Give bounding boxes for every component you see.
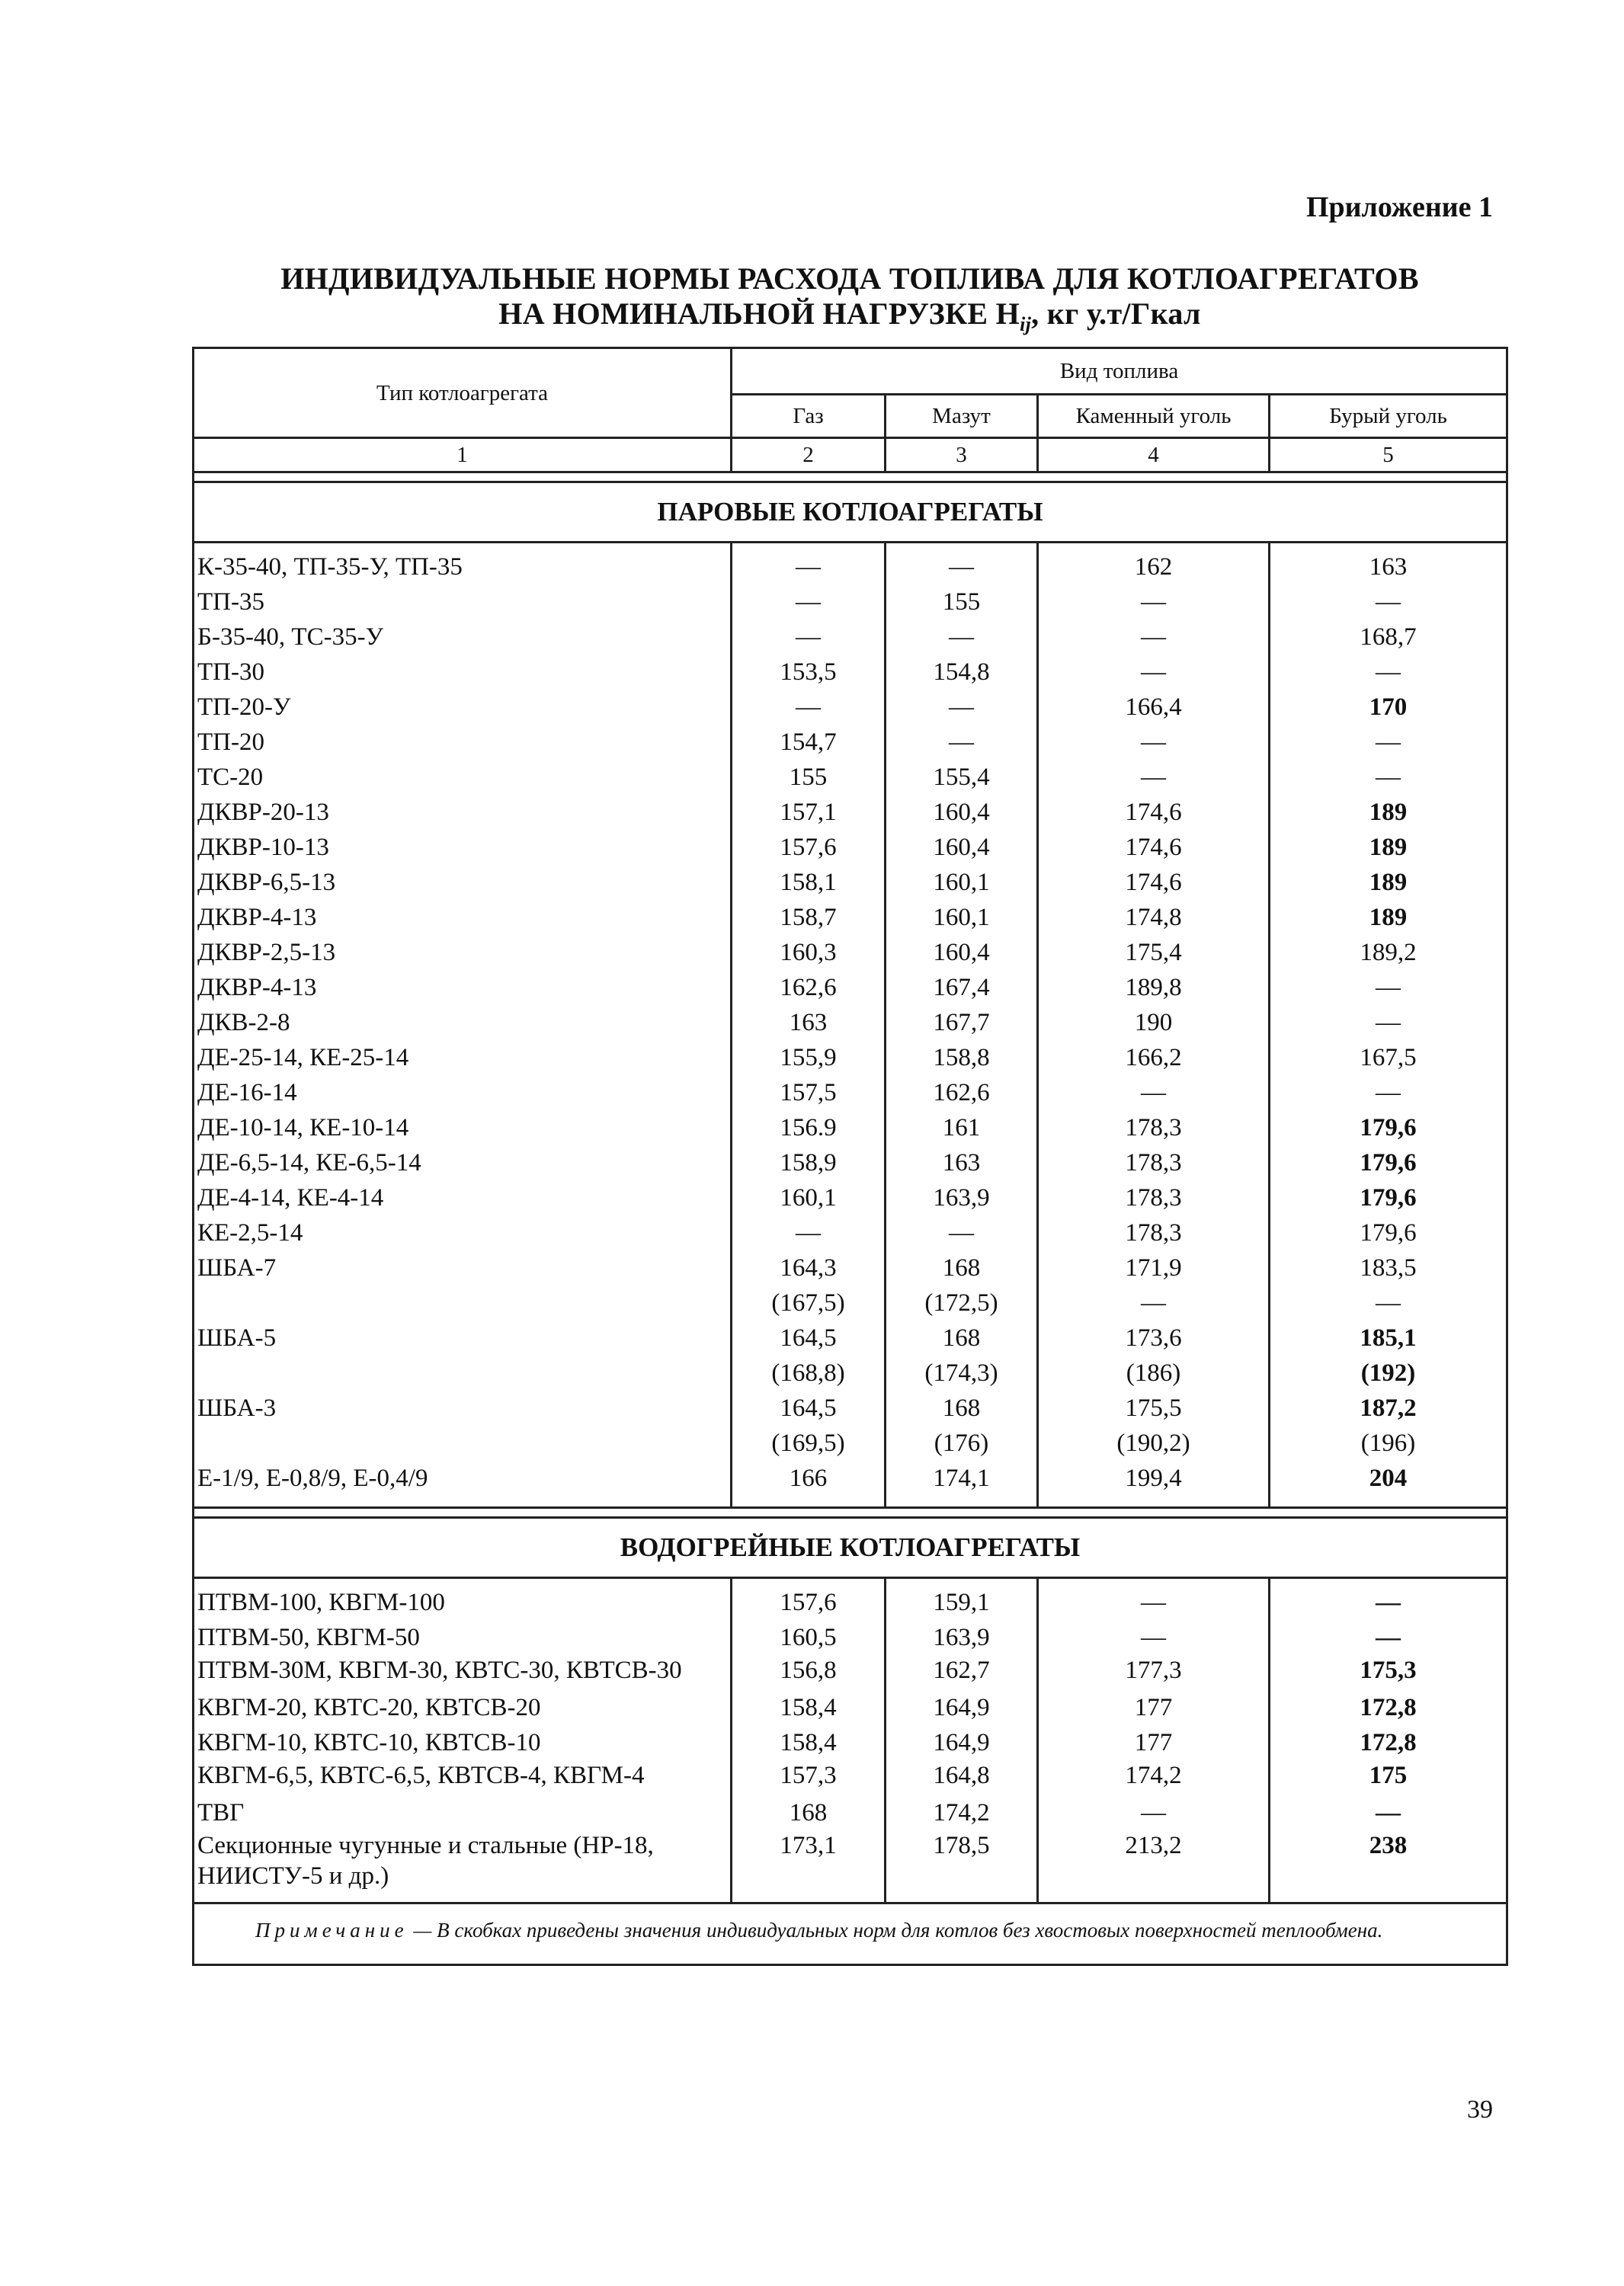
- boiler-type-cell: ДЕ-25-14, КЕ-25-14: [194, 1040, 732, 1075]
- norm-value-cell: 167,7: [886, 1005, 1038, 1040]
- norm-value-cell: 189,8: [1038, 970, 1270, 1005]
- header-gas: Газ: [732, 395, 886, 438]
- norm-value-cell: 164,9: [886, 1690, 1038, 1725]
- boiler-type-cell: КЕ-2,5-14: [194, 1215, 732, 1250]
- norm-value-cell: 160,4: [886, 830, 1038, 865]
- norm-value-cell: —: [732, 584, 886, 620]
- norm-value-cell: 189: [1270, 865, 1507, 900]
- boiler-type-cell: [194, 1285, 732, 1321]
- norm-value-cell: 187,2: [1270, 1391, 1507, 1426]
- col-number: 5: [1270, 438, 1507, 472]
- table-row: [194, 760, 1507, 795]
- norm-value-cell: 168: [732, 1795, 886, 1830]
- norm-value-cell: —: [1270, 1620, 1507, 1655]
- norm-value-cell: —: [1038, 1578, 1270, 1621]
- norm-value-cell: (169,5): [732, 1426, 886, 1461]
- norm-value-cell: 178,3: [1038, 1145, 1270, 1180]
- table-row: [194, 830, 1507, 865]
- norm-value-cell: —: [1038, 1795, 1270, 1830]
- norm-value-cell: —: [1270, 1285, 1507, 1321]
- norm-value-cell: 174,8: [1038, 900, 1270, 935]
- boiler-type-cell: ТП-20: [194, 725, 732, 760]
- column-numbers-row: [194, 438, 1507, 472]
- table-row: [194, 935, 1507, 970]
- table-row: [194, 1250, 1507, 1285]
- table-row: [194, 543, 1507, 585]
- table-row: [194, 1321, 1507, 1356]
- table-row: [194, 1830, 1507, 1903]
- norm-value-cell: (174,3): [886, 1356, 1038, 1391]
- norm-value-cell: —: [1038, 620, 1270, 655]
- header-fuel-group: Вид топлива: [732, 348, 1507, 395]
- norm-value-cell: (186): [1038, 1356, 1270, 1391]
- norm-value-cell: —: [1270, 725, 1507, 760]
- table-row: [194, 725, 1507, 760]
- title-line-2: НА НОМИНАЛЬНОЙ НАГРУЗКЕ $Н_{ij}$, кг у.т/Гкал: [498, 296, 1201, 335]
- norm-value-cell: 164,5: [732, 1391, 886, 1426]
- boiler-type-cell: ДКВР-20-13: [194, 795, 732, 830]
- norm-value-cell: 160,3: [732, 935, 886, 970]
- norm-value-cell: 173,6: [1038, 1321, 1270, 1356]
- table-row: [194, 1215, 1507, 1250]
- norm-value-cell: 162,7: [886, 1655, 1038, 1690]
- norm-value-cell: —: [1270, 1578, 1507, 1621]
- section-spacer: [194, 1508, 1507, 1518]
- norm-value-cell: 173,1: [732, 1830, 886, 1903]
- header-brown-coal: Бурый уголь: [1270, 395, 1507, 438]
- norm-value-cell: 178,3: [1038, 1180, 1270, 1215]
- boiler-type-cell: ДКВР-4-13: [194, 900, 732, 935]
- header-mazut: Мазут: [886, 395, 1038, 438]
- boiler-type-cell: ДКВР-4-13: [194, 970, 732, 1005]
- norm-value-cell: 174,6: [1038, 865, 1270, 900]
- norm-value-cell: 164,5: [732, 1321, 886, 1356]
- norm-value-cell: 155,9: [732, 1040, 886, 1075]
- norm-value-cell: 183,5: [1270, 1250, 1507, 1285]
- section-title: ПАРОВЫЕ КОТЛОАГРЕГАТЫ: [194, 482, 1507, 543]
- boiler-type-cell: ТП-20-У: [194, 690, 732, 725]
- norm-value-cell: 167,5: [1270, 1040, 1507, 1075]
- table-row: [194, 1145, 1507, 1180]
- norm-value-cell: 160,5: [732, 1620, 886, 1655]
- norm-value-cell: 160,1: [886, 865, 1038, 900]
- norm-value-cell: 164,9: [886, 1725, 1038, 1760]
- norm-value-cell: 156,8: [732, 1655, 886, 1690]
- norm-value-cell: 163,9: [886, 1180, 1038, 1215]
- norm-value-cell: —: [1038, 1285, 1270, 1321]
- norm-value-cell: 238: [1270, 1830, 1507, 1903]
- norm-value-cell: 174,2: [886, 1795, 1038, 1830]
- norm-value-cell: 158,4: [732, 1725, 886, 1760]
- norm-value-cell: —: [1038, 584, 1270, 620]
- norm-value-cell: —: [1270, 1795, 1507, 1830]
- norm-value-cell: 166: [732, 1461, 886, 1508]
- norm-value-cell: 158,8: [886, 1040, 1038, 1075]
- norm-value-cell: 190: [1038, 1005, 1270, 1040]
- norm-value-cell: 179,6: [1270, 1145, 1507, 1180]
- norm-value-cell: —: [1270, 970, 1507, 1005]
- norm-value-cell: 189: [1270, 830, 1507, 865]
- boiler-type-cell: ПТВМ-100, КВГМ-100: [194, 1578, 732, 1621]
- norm-value-cell: 163: [886, 1145, 1038, 1180]
- norm-value-cell: 166,2: [1038, 1040, 1270, 1075]
- boiler-type-cell: ДЕ-6,5-14, КЕ-6,5-14: [194, 1145, 732, 1180]
- norm-value-cell: 177: [1038, 1725, 1270, 1760]
- norm-value-cell: 179,6: [1270, 1180, 1507, 1215]
- table-row: [194, 1180, 1507, 1215]
- norm-value-cell: —: [1038, 1620, 1270, 1655]
- norm-value-cell: 179,6: [1270, 1110, 1507, 1145]
- norm-value-cell: 158,4: [732, 1690, 886, 1725]
- norm-value-cell: 189: [1270, 795, 1507, 830]
- section-title: ВОДОГРЕЙНЫЕ КОТЛОАГРЕГАТЫ: [194, 1518, 1507, 1578]
- norm-value-cell: 163: [1270, 543, 1507, 585]
- norm-value-cell: 175,3: [1270, 1655, 1507, 1690]
- norm-value-cell: 157,3: [732, 1760, 886, 1795]
- norm-value-cell: 162,6: [886, 1075, 1038, 1110]
- table-row: [194, 970, 1507, 1005]
- table-row: [194, 1005, 1507, 1040]
- table-row: [194, 1760, 1507, 1795]
- norm-value-cell: —: [1270, 1005, 1507, 1040]
- table-row: [194, 1426, 1507, 1461]
- boiler-type-cell: ТП-30: [194, 655, 732, 690]
- norm-value-cell: 158,9: [732, 1145, 886, 1180]
- norm-value-cell: 160,1: [886, 900, 1038, 935]
- table-row: [194, 1620, 1507, 1655]
- norm-value-cell: 178,5: [886, 1830, 1038, 1903]
- norm-value-cell: —: [886, 620, 1038, 655]
- norm-value-cell: —: [886, 690, 1038, 725]
- fuel-norms-table: [192, 347, 1508, 1966]
- table-row: [194, 1110, 1507, 1145]
- boiler-type-cell: ШБА-5: [194, 1321, 732, 1356]
- norm-value-cell: 189,2: [1270, 935, 1507, 970]
- table-row: [194, 655, 1507, 690]
- col-number: 4: [1038, 438, 1270, 472]
- norm-value-cell: 160,4: [886, 935, 1038, 970]
- norm-value-cell: 156.9: [732, 1110, 886, 1145]
- boiler-type-cell: ДКВР-6,5-13: [194, 865, 732, 900]
- boiler-type-cell: КВГМ-10, КВТС-10, КВТСВ-10: [194, 1725, 732, 1760]
- boiler-type-cell: ДКВР-10-13: [194, 830, 732, 865]
- norm-value-cell: 155: [886, 584, 1038, 620]
- norm-value-cell: 178,3: [1038, 1215, 1270, 1250]
- boiler-type-cell: ДЕ-4-14, КЕ-4-14: [194, 1180, 732, 1215]
- norm-value-cell: —: [1270, 655, 1507, 690]
- norm-value-cell: 163,9: [886, 1620, 1038, 1655]
- note-text: — В скобках приведены значения индивидуальных норм для котлов без хвостовых поверхностей теплообмена.: [408, 1919, 1383, 1942]
- norm-value-cell: 175,5: [1038, 1391, 1270, 1426]
- header-coal: Каменный уголь: [1038, 395, 1270, 438]
- boiler-type-cell: ШБА-7: [194, 1250, 732, 1285]
- col-number: 1: [194, 438, 732, 472]
- norm-value-cell: (190,2): [1038, 1426, 1270, 1461]
- norm-value-cell: 159,1: [886, 1578, 1038, 1621]
- table-row: [194, 690, 1507, 725]
- boiler-type-cell: ТС-20: [194, 760, 732, 795]
- norm-value-cell: 179,6: [1270, 1215, 1507, 1250]
- norm-value-cell: 170: [1270, 690, 1507, 725]
- norm-value-cell: 164,3: [732, 1250, 886, 1285]
- table-row: [194, 1040, 1507, 1075]
- boiler-type-cell: [194, 1426, 732, 1461]
- boiler-type-cell: Е-1/9, Е-0,8/9, Е-0,4/9: [194, 1461, 732, 1508]
- norm-value-cell: —: [1038, 760, 1270, 795]
- table-row: [194, 584, 1507, 620]
- boiler-type-cell: КВГМ-20, КВТС-20, КВТСВ-20: [194, 1690, 732, 1725]
- norm-value-cell: 155: [732, 760, 886, 795]
- norm-value-cell: 166,4: [1038, 690, 1270, 725]
- table-row: [194, 900, 1507, 935]
- boiler-type-cell: ДКВР-2,5-13: [194, 935, 732, 970]
- norm-value-cell: 168: [886, 1321, 1038, 1356]
- norm-value-cell: 172,8: [1270, 1725, 1507, 1760]
- norm-value-cell: 168: [886, 1250, 1038, 1285]
- norm-value-cell: —: [732, 690, 886, 725]
- norm-value-cell: 158,7: [732, 900, 886, 935]
- col-number: 3: [886, 438, 1038, 472]
- norm-value-cell: (167,5): [732, 1285, 886, 1321]
- norm-value-cell: (196): [1270, 1426, 1507, 1461]
- boiler-type-cell: ДЕ-16-14: [194, 1075, 732, 1110]
- section-spacer: [194, 472, 1507, 482]
- norm-value-cell: 155,4: [886, 760, 1038, 795]
- norm-value-cell: —: [1038, 1075, 1270, 1110]
- norm-value-cell: —: [886, 543, 1038, 585]
- norm-value-cell: 158,1: [732, 865, 886, 900]
- norm-value-cell: 185,1: [1270, 1321, 1507, 1356]
- page-number: 39: [1467, 2096, 1493, 2124]
- norm-value-cell: 153,5: [732, 655, 886, 690]
- norm-value-cell: 157,6: [732, 1578, 886, 1621]
- table-row: [194, 1285, 1507, 1321]
- table-row: [194, 865, 1507, 900]
- table-row: [194, 1356, 1507, 1391]
- norm-value-cell: 189: [1270, 900, 1507, 935]
- table-row: [194, 1725, 1507, 1760]
- norm-value-cell: —: [1038, 655, 1270, 690]
- norm-value-cell: 174,6: [1038, 830, 1270, 865]
- norm-value-cell: —: [886, 1215, 1038, 1250]
- norm-value-cell: 213,2: [1038, 1830, 1270, 1903]
- norm-value-cell: 174,2: [1038, 1760, 1270, 1795]
- table-row: [194, 620, 1507, 655]
- norm-value-cell: 162: [1038, 543, 1270, 585]
- norm-value-cell: 168,7: [1270, 620, 1507, 655]
- boiler-type-cell: ТВГ: [194, 1795, 732, 1830]
- table-row: [194, 1461, 1507, 1508]
- norm-value-cell: 178,3: [1038, 1110, 1270, 1145]
- boiler-type-cell: КВГМ-6,5, КВТС-6,5, КВТСВ-4, КВГМ-4: [194, 1760, 732, 1795]
- norm-value-cell: 160,4: [886, 795, 1038, 830]
- table-row: [194, 795, 1507, 830]
- title-line-1: ИНДИВИДУАЛЬНЫЕ НОРМЫ РАСХОДА ТОПЛИВА ДЛЯ КОТЛОАГРЕГАТОВ: [280, 261, 1419, 296]
- norm-value-cell: —: [732, 543, 886, 585]
- norm-value-cell: (168,8): [732, 1356, 886, 1391]
- boiler-type-cell: ШБА-3: [194, 1391, 732, 1426]
- boiler-type-cell: [194, 1356, 732, 1391]
- boiler-type-cell: Секционные чугунные и стальные (НР-18, НИИСТУ-5 и др.): [194, 1830, 732, 1903]
- norm-value-cell: 157,6: [732, 830, 886, 865]
- norm-value-cell: 204: [1270, 1461, 1507, 1508]
- header-type: Тип котлоагрегата: [194, 348, 732, 438]
- norm-value-cell: 164,8: [886, 1760, 1038, 1795]
- boiler-type-cell: ТП-35: [194, 584, 732, 620]
- norm-value-cell: 154,8: [886, 655, 1038, 690]
- norm-value-cell: 177: [1038, 1690, 1270, 1725]
- norm-value-cell: 154,7: [732, 725, 886, 760]
- col-number: 2: [732, 438, 886, 472]
- norm-value-cell: —: [1270, 760, 1507, 795]
- table-row: [194, 1795, 1507, 1830]
- document-title: [191, 261, 1509, 342]
- table-note: [194, 1903, 1507, 1965]
- boiler-type-cell: ПТВМ-30М, КВГМ-30, КВТС-30, КВТСВ-30: [194, 1655, 732, 1690]
- appendix-label: Приложение 1: [1305, 191, 1493, 223]
- norm-value-cell: 171,9: [1038, 1250, 1270, 1285]
- norm-value-cell: —: [1270, 584, 1507, 620]
- norm-value-cell: 157,1: [732, 795, 886, 830]
- norm-value-cell: 175,4: [1038, 935, 1270, 970]
- table-row: [194, 1655, 1507, 1690]
- norm-value-cell: —: [886, 725, 1038, 760]
- norm-value-cell: 172,8: [1270, 1690, 1507, 1725]
- norm-value-cell: 157,5: [732, 1075, 886, 1110]
- norm-value-cell: 163: [732, 1005, 886, 1040]
- boiler-type-cell: К-35-40, ТП-35-У, ТП-35: [194, 543, 732, 585]
- norm-value-cell: —: [732, 620, 886, 655]
- boiler-type-cell: Б-35-40, ТС-35-У: [194, 620, 732, 655]
- boiler-type-cell: ДКВ-2-8: [194, 1005, 732, 1040]
- norm-value-cell: 177,3: [1038, 1655, 1270, 1690]
- norm-value-cell: 161: [886, 1110, 1038, 1145]
- table-row: [194, 1075, 1507, 1110]
- norm-value-cell: (172,5): [886, 1285, 1038, 1321]
- boiler-type-cell: ДЕ-10-14, КЕ-10-14: [194, 1110, 732, 1145]
- norm-value-cell: 174,6: [1038, 795, 1270, 830]
- table-row: [194, 1578, 1507, 1621]
- note-label: Примечание: [255, 1919, 408, 1942]
- norm-value-cell: 160,1: [732, 1180, 886, 1215]
- norm-value-cell: —: [1038, 725, 1270, 760]
- norm-value-cell: 168: [886, 1391, 1038, 1426]
- boiler-type-cell: ПТВМ-50, КВГМ-50: [194, 1620, 732, 1655]
- norm-value-cell: —: [732, 1215, 886, 1250]
- norm-value-cell: 199,4: [1038, 1461, 1270, 1508]
- table-row: [194, 1690, 1507, 1725]
- table-row: [194, 1391, 1507, 1426]
- norm-value-cell: —: [1270, 1075, 1507, 1110]
- norm-value-cell: 162,6: [732, 970, 886, 1005]
- norm-value-cell: 174,1: [886, 1461, 1038, 1508]
- norm-value-cell: 175: [1270, 1760, 1507, 1795]
- norm-value-cell: (176): [886, 1426, 1038, 1461]
- norm-value-cell: 167,4: [886, 970, 1038, 1005]
- norm-value-cell: (192): [1270, 1356, 1507, 1391]
